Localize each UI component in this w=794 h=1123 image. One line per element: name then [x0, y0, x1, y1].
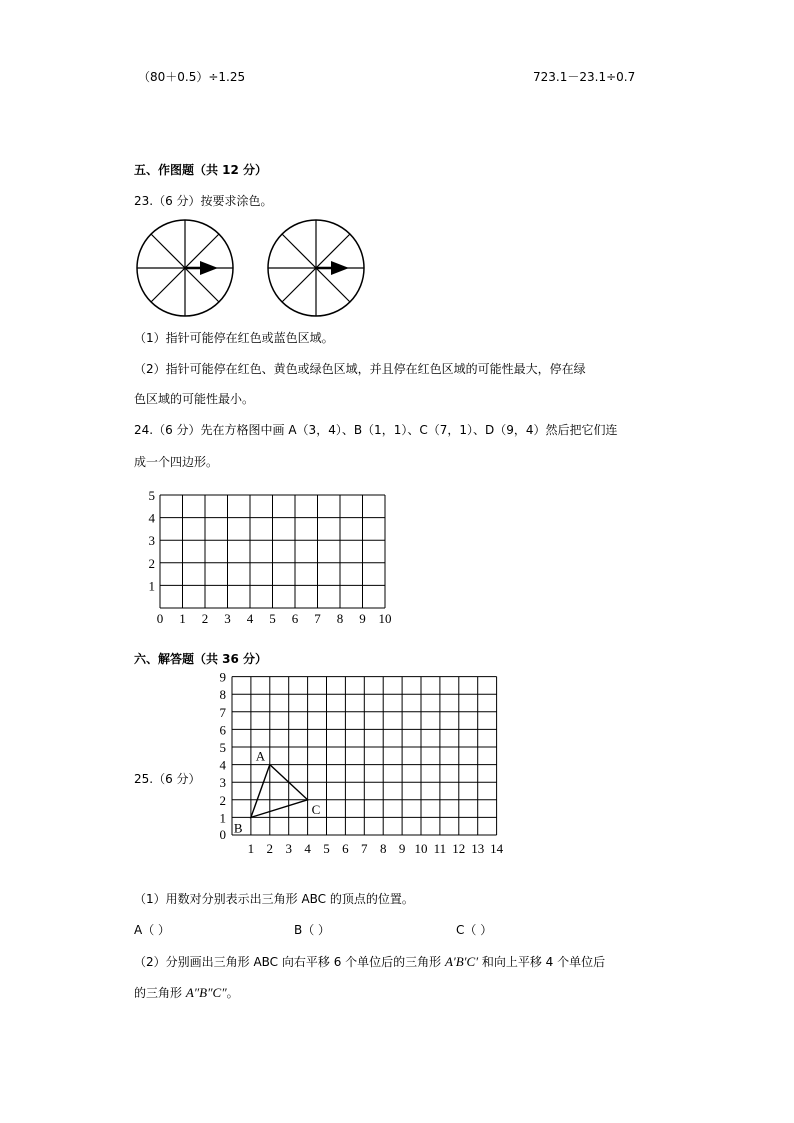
- triangle-abc: [251, 765, 308, 818]
- x-tick-label: 9: [359, 611, 366, 626]
- x-tick-label: 4: [304, 841, 311, 856]
- x-tick-label: 1: [179, 611, 186, 626]
- y-tick-label: 5: [219, 740, 226, 755]
- grid-q25[interactable]: [210, 669, 510, 878]
- x-tick-label: 7: [314, 611, 321, 626]
- vertex-label-a: A: [255, 748, 266, 764]
- x-tick-label: 14: [490, 841, 504, 856]
- vertex-label-c: C: [311, 801, 321, 817]
- q24-stem-line1: 24.（6 分）先在方格图中画 A（3，4）、B（1，1）、C（7，1）、D（9，4）然后把它们连: [134, 423, 618, 437]
- x-tick-label: 1: [247, 841, 255, 856]
- answer-c[interactable]: C（ ）: [456, 923, 493, 937]
- q25-sub2-line2-end: 。: [226, 986, 239, 1000]
- q25-label: 25.（6 分）: [134, 772, 201, 786]
- vertex-label-b: B: [233, 820, 243, 836]
- y-tick-label: 3: [219, 775, 226, 791]
- q25-sub2-line1-end: 和向上平移 4 个单位后: [478, 955, 606, 969]
- q23-stem: 23.（6 分）按要求涂色。: [134, 194, 273, 208]
- x-tick-label: 0: [156, 611, 164, 626]
- x-tick-label: 8: [336, 611, 344, 626]
- x-tick-label: 6: [291, 611, 299, 626]
- x-tick-label: 3: [285, 841, 292, 856]
- y-tick-label: 0: [219, 827, 226, 842]
- y-tick-label: 3: [148, 533, 155, 549]
- q25-sub2-line2: [134, 984, 239, 1001]
- q23-sub2-line1: （2）指针可能停在红色、黄色或绿色区域，并且停在红色区域的可能性最大，停在绿: [134, 362, 586, 376]
- spinner-wheel-2: [267, 219, 367, 319]
- y-tick-label: 2: [148, 555, 155, 571]
- x-tick-label: 9: [398, 841, 406, 856]
- answer-a[interactable]: A（ ）: [134, 923, 171, 937]
- section6-title: 六、解答题（共 36 分）: [134, 652, 268, 666]
- y-tick-label: 5: [148, 488, 155, 503]
- y-tick-label: 4: [148, 510, 155, 526]
- triangle-double-prime-label: A″B″C″: [185, 985, 227, 1000]
- x-tick-label: 13: [471, 841, 485, 856]
- expression-right: 723.1－23.1÷0.7: [533, 70, 636, 84]
- x-tick-label: 2: [266, 841, 274, 856]
- section5-title: 五、作图题（共 12 分）: [134, 163, 268, 177]
- triangle-prime-label: A′B′C′: [444, 954, 479, 969]
- y-tick-label: 4: [219, 757, 226, 773]
- y-tick-label: 9: [219, 669, 226, 685]
- q25-sub1: （1）用数对分别表示出三角形 ABC 的顶点的位置。: [134, 892, 414, 906]
- q24-stem-line2: 成一个四边形。: [134, 455, 219, 469]
- q23-sub1: （1）指针可能停在红色或蓝色区域。: [134, 331, 334, 345]
- answer-b[interactable]: B（ ）: [294, 923, 331, 937]
- q25-sub2-line1-start: （2）分别画出三角形 ABC 向右平移 6 个单位后的三角形: [134, 955, 445, 969]
- q25-sub2-line2-start: 的三角形: [134, 986, 186, 1000]
- grid-q24[interactable]: [140, 488, 410, 628]
- y-tick-label: 8: [219, 687, 226, 703]
- x-tick-label: 10: [378, 611, 392, 626]
- y-tick-label: 1: [219, 810, 226, 826]
- spinner-wheel-1: [136, 219, 236, 319]
- x-tick-label: 5: [323, 841, 330, 856]
- x-tick-label: 5: [269, 611, 276, 626]
- x-tick-label: 11: [433, 841, 447, 856]
- q25-sub2-line1: [134, 953, 605, 970]
- x-tick-label: 10: [414, 841, 428, 856]
- x-tick-label: 7: [361, 841, 368, 856]
- x-tick-label: 3: [224, 611, 231, 626]
- y-tick-label: 6: [219, 722, 226, 738]
- x-tick-label: 8: [379, 841, 387, 856]
- y-tick-label: 1: [148, 578, 155, 594]
- q23-sub2-line2: 色区域的可能性最小。: [134, 392, 255, 406]
- x-tick-label: 2: [201, 611, 209, 626]
- x-tick-label: 12: [452, 841, 466, 856]
- x-tick-label: 6: [342, 841, 349, 856]
- expression-left: （80＋0.5）÷1.25: [138, 70, 246, 84]
- y-tick-label: 2: [219, 792, 226, 808]
- x-tick-label: 4: [246, 611, 254, 626]
- y-tick-label: 7: [219, 704, 226, 720]
